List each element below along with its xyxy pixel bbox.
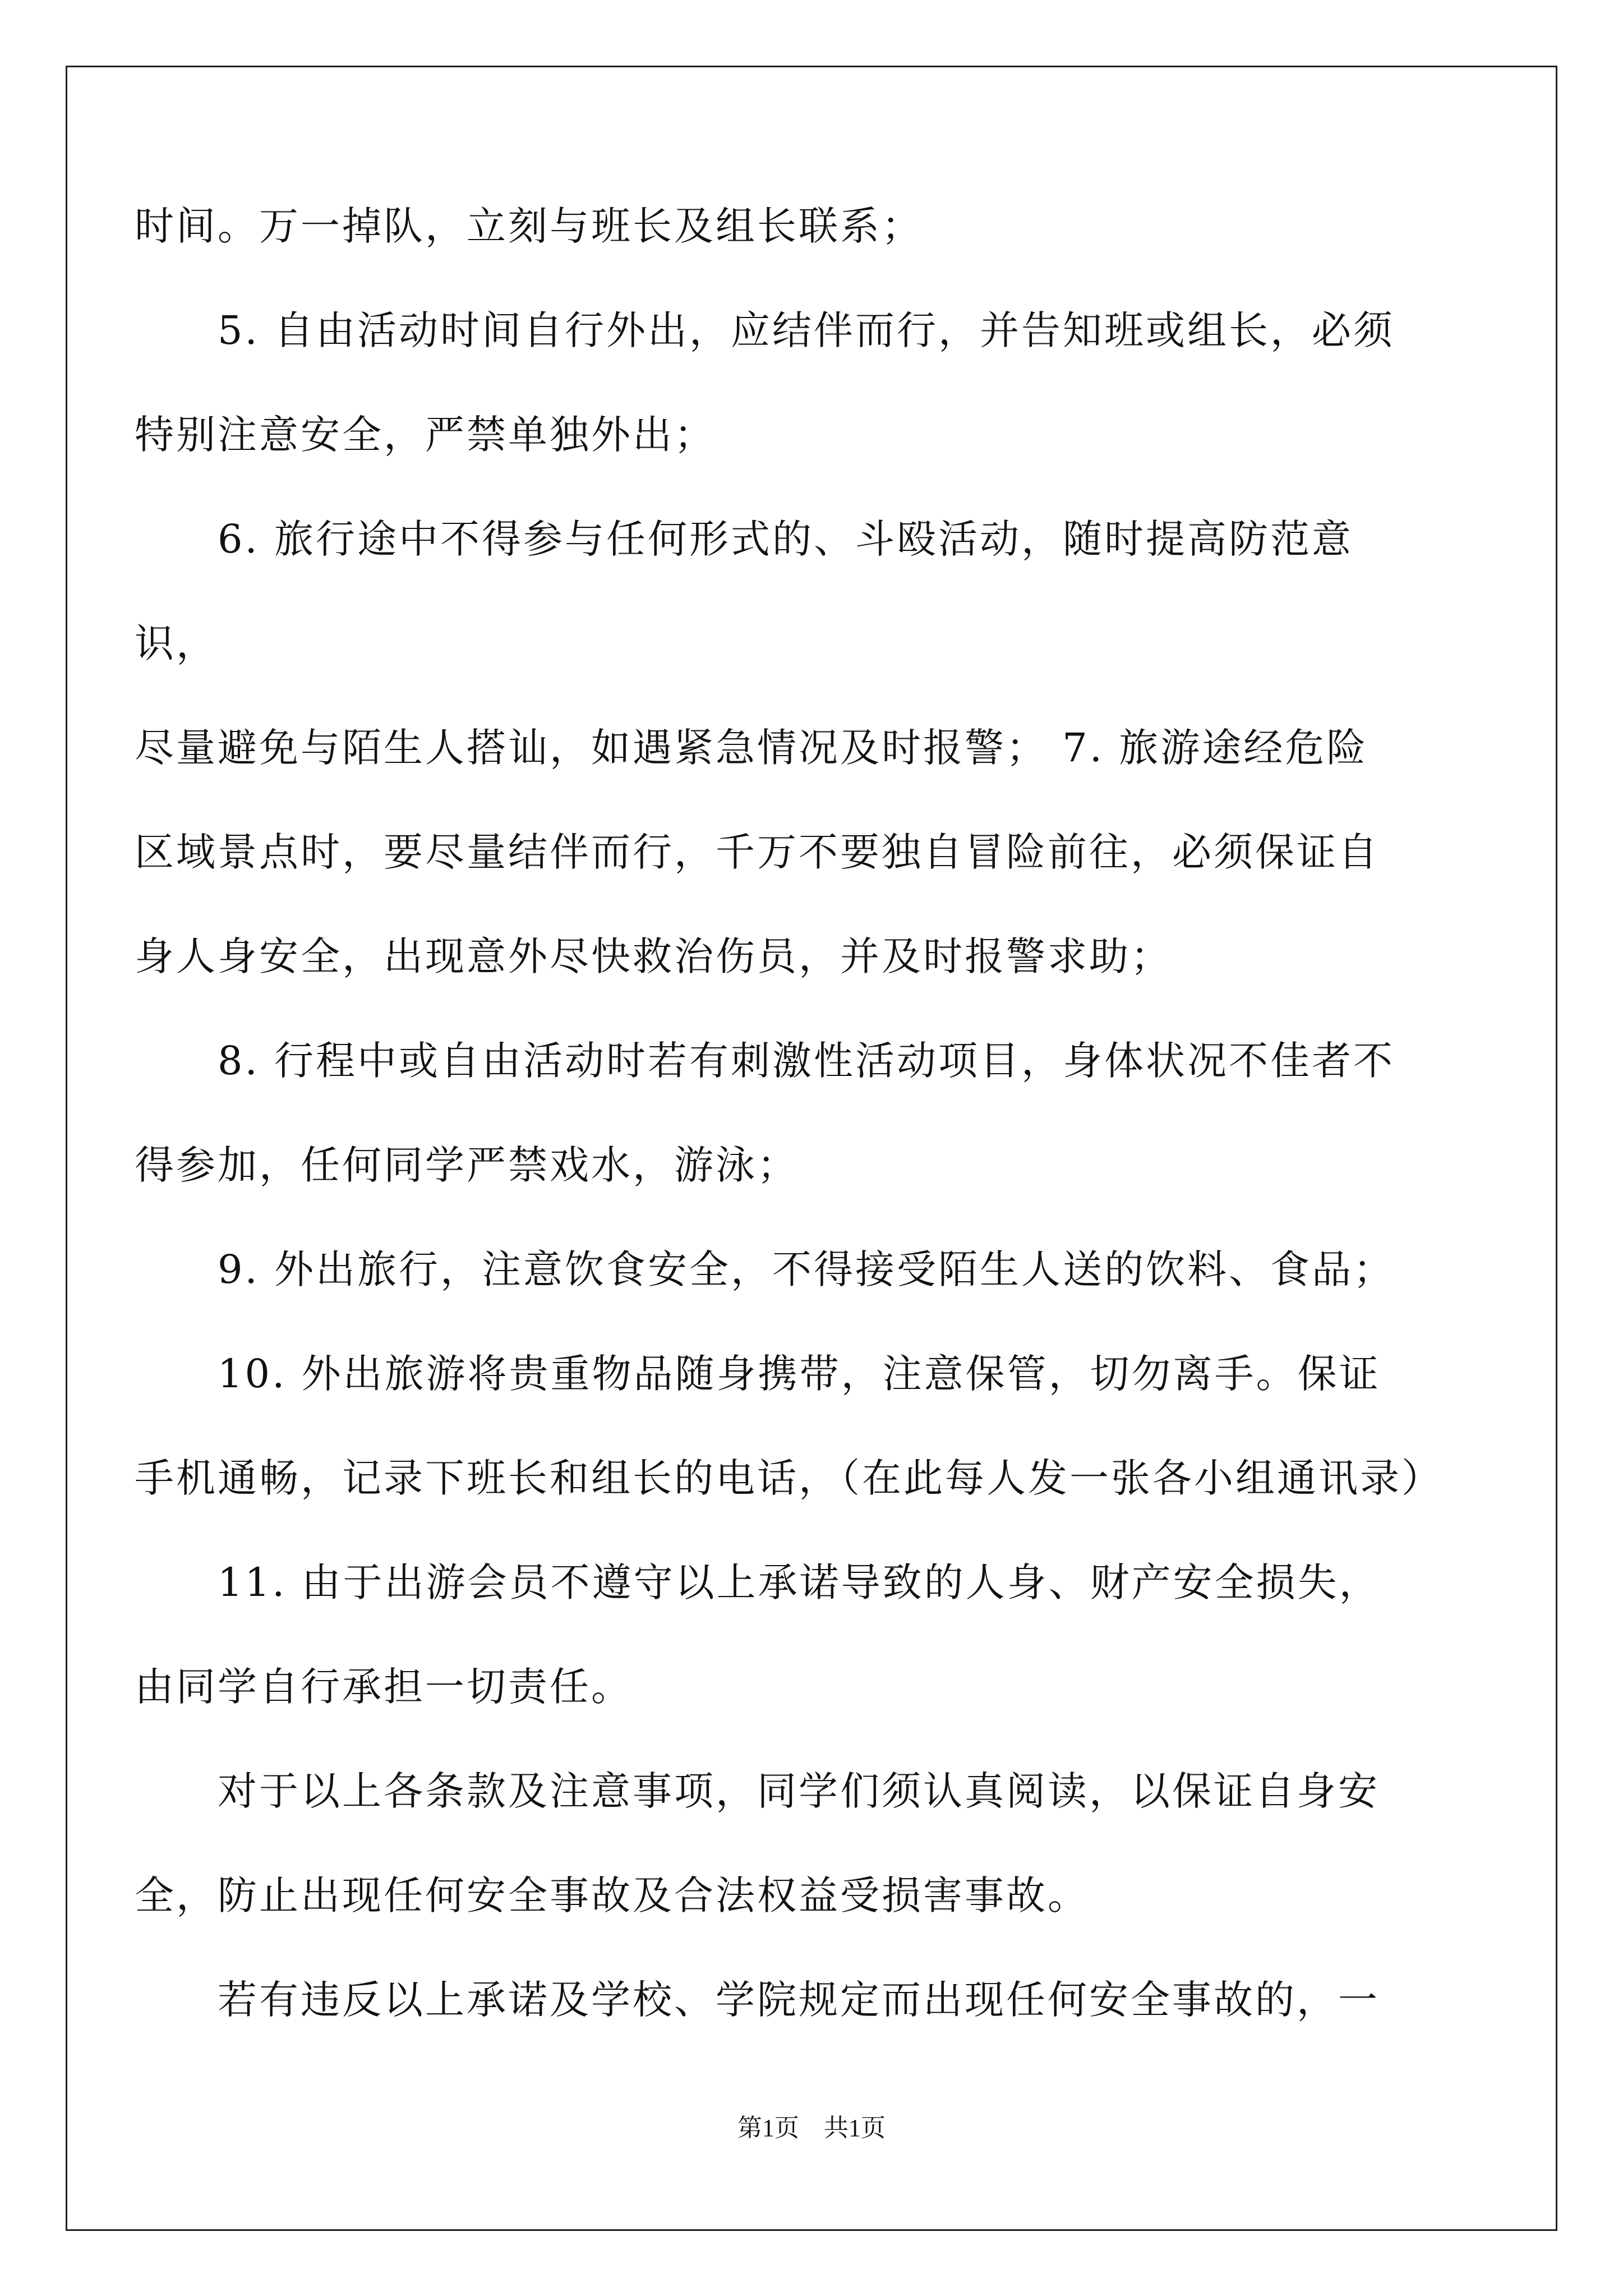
text-line: 得参加，任何同学严禁戏水，游泳； — [135, 1142, 799, 1188]
text-line: 身人身安全，出现意外尽快救治伤员，并及时报警求助； — [135, 933, 1172, 979]
text-line: 9. 外出旅行，注意饮食安全，不得接受陌生人送的饮料、食品； — [218, 1246, 1395, 1292]
text-line: 区域景点时，要尽量结伴而行，千万不要独自冒险前往，必须保证自 — [135, 829, 1380, 875]
text-line: 6. 旅行途中不得参与任何形式的、斗殴活动，随时提高防范意识， — [135, 516, 1354, 666]
text-line: 对于以上各条款及注意事项，同学们须认真阅读，以保证自身安 — [218, 1768, 1380, 1814]
text-line: 尽量避免与陌生人搭讪，如遇紧急情况及时报警； 7. 旅游途经危险 — [135, 725, 1368, 771]
text-line: 由同学自行承担一切责任。 — [135, 1664, 633, 1710]
text-line: 时间。万一掉队，立刻与班长及组长联系； — [135, 203, 923, 249]
text-line: 11. 由于出游会员不遵守以上承诺导致的人身、财产安全损失， — [218, 1559, 1381, 1605]
page-footer: 第1页 共1页 — [737, 2114, 886, 2142]
text-line: 8. 行程中或自由活动时若有刺激性活动项目，身体状况不佳者不 — [218, 1038, 1395, 1084]
text-line: 若有违反以上承诺及学校、学院规定而出现任何安全事故的，一 — [218, 1977, 1380, 2023]
text-line: 手机通畅，记录下班长和组长的电话，（在此每人发一张各小组通讯录） — [135, 1455, 1443, 1501]
text-line: 全，防止出现任何安全事故及合法权益受损害事故。 — [135, 1872, 1089, 1918]
text-line: 10. 外出旅游将贵重物品随身携带，注意保管，切勿离手。保证 — [218, 1351, 1381, 1397]
document-body — [135, 174, 1443, 2052]
text-line: 5. 自由活动时间自行外出，应结伴而行，并告知班或组长，必须 — [218, 307, 1395, 353]
text-line: 特别注意安全，严禁单独外出； — [135, 412, 716, 458]
